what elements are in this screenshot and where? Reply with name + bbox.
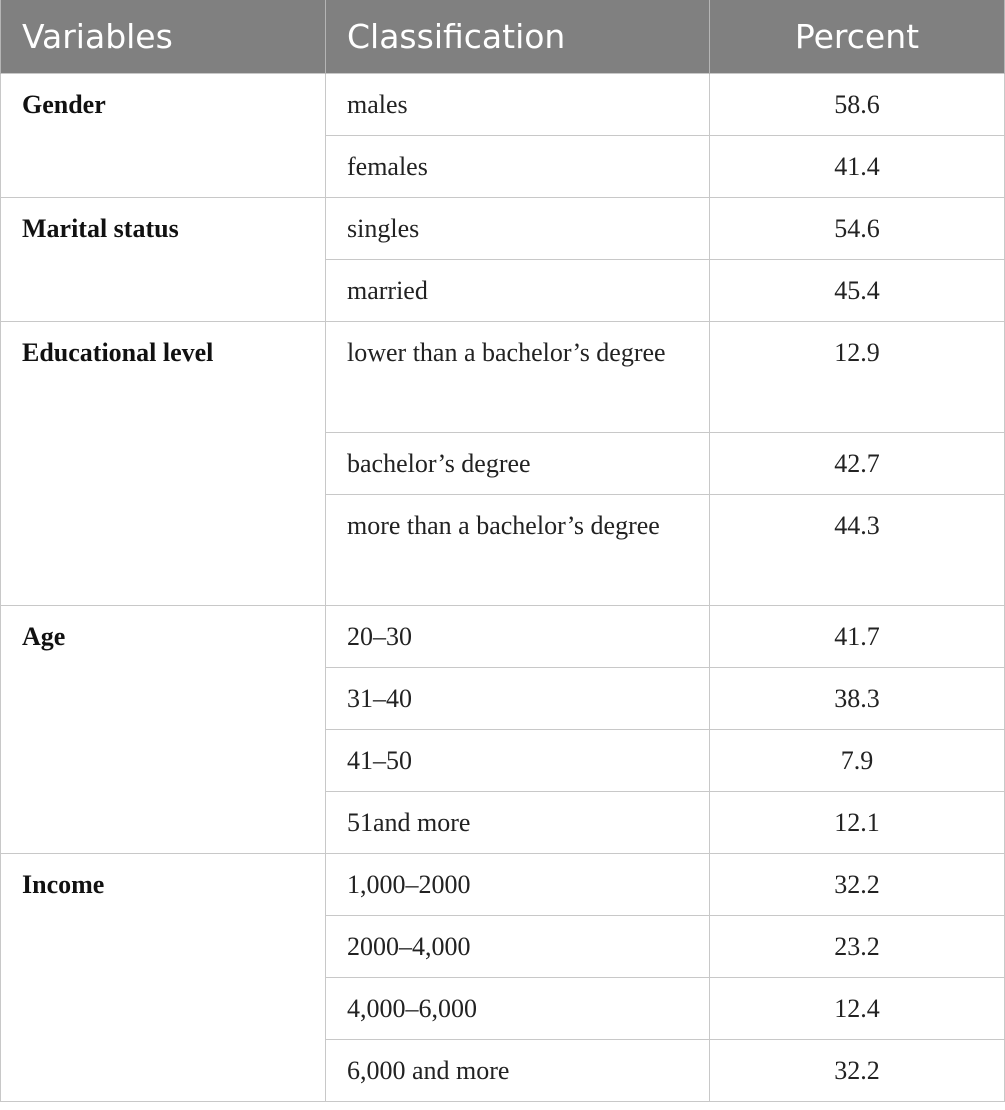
classification-cell: singles [326,197,710,259]
percent-cell: 38.3 [710,667,1005,729]
table-row [1,605,1005,667]
percent-cell: 42.7 [710,432,1005,494]
percent-cell: 32.2 [710,1039,1005,1101]
variable-age: Age [1,605,326,853]
table-header [1,0,1005,73]
classification-cell: females [326,135,710,197]
table-row [1,853,1005,915]
header-variables: Variables [1,0,326,73]
percent-cell: 23.2 [710,915,1005,977]
percent-cell: 44.3 [710,494,1005,605]
percent-cell: 12.1 [710,791,1005,853]
table-row [1,197,1005,259]
percent-cell: 54.6 [710,197,1005,259]
percent-cell: 12.4 [710,977,1005,1039]
classification-cell: 2000–4,000 [326,915,710,977]
table-row [1,73,1005,135]
variable-income: Income [1,853,326,1101]
header-classification: Classification [326,0,710,73]
classification-cell: 51and more [326,791,710,853]
classification-cell: 6,000 and more [326,1039,710,1101]
percent-cell: 41.4 [710,135,1005,197]
classification-cell: more than a bachelor’s degree [326,494,710,605]
classification-cell: males [326,73,710,135]
variable-marital-status: Marital status [1,197,326,321]
classification-cell: 31–40 [326,667,710,729]
header-percent: Percent [710,0,1005,73]
variable-gender: Gender [1,73,326,197]
percent-cell: 45.4 [710,259,1005,321]
classification-cell: married [326,259,710,321]
percent-cell: 12.9 [710,321,1005,432]
table-row [1,321,1005,432]
percent-cell: 32.2 [710,853,1005,915]
percent-cell: 58.6 [710,73,1005,135]
classification-cell: 4,000–6,000 [326,977,710,1039]
classification-cell: 1,000–2000 [326,853,710,915]
classification-cell: 41–50 [326,729,710,791]
percent-cell: 41.7 [710,605,1005,667]
classification-cell: bachelor’s degree [326,432,710,494]
classification-cell: 20–30 [326,605,710,667]
variable-educational-level: Educational level [1,321,326,605]
table-body [1,73,1005,1101]
percent-cell: 7.9 [710,729,1005,791]
classification-cell: lower than a bachelor’s degree [326,321,710,432]
